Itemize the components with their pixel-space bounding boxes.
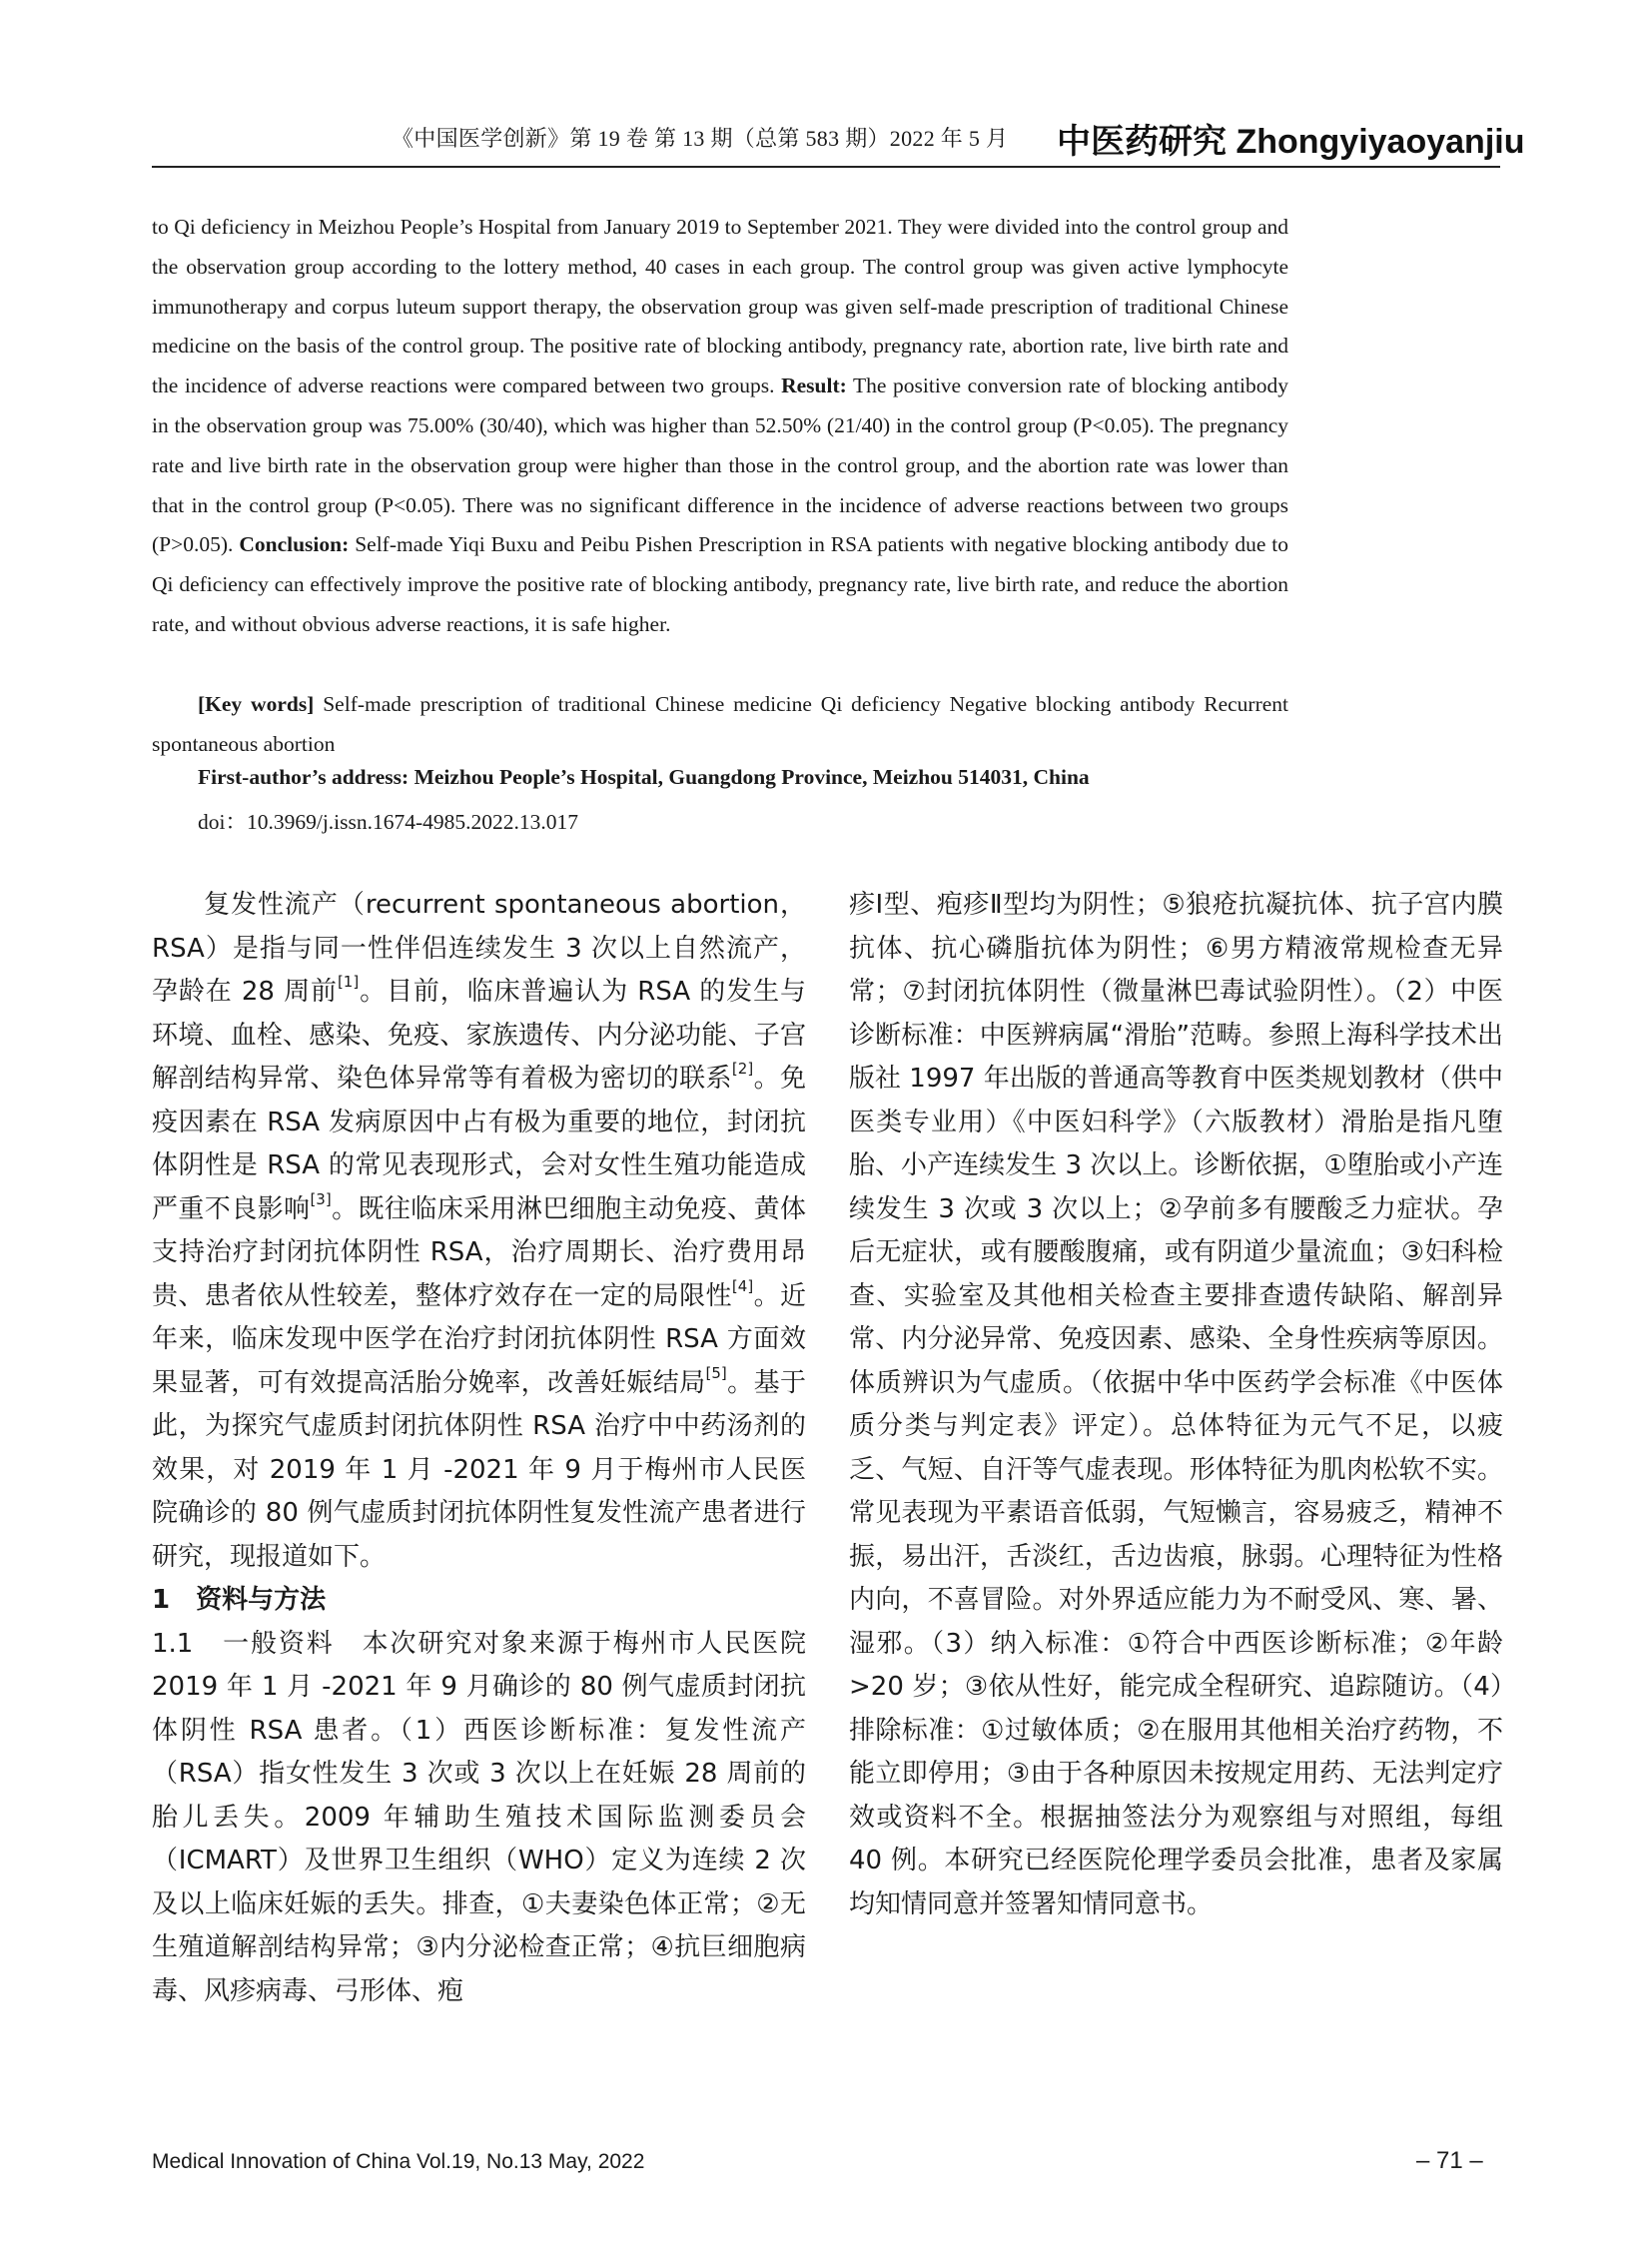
- abstract-conclusion-text: Self-made Yiqi Buxu and Peibu Pishen Prescription in RSA patients with negative blocking antibody due to Qi deficiency can effectively improve the positive rate of blocking antibody, pregnancy rate, live birth rate, and reduce the abortion rate, and without obvious adverse reactions, it is safe higher.: [152, 532, 1289, 636]
- criteria-paragraph: 疹Ⅰ型、疱疹Ⅱ型均为阴性；⑤狼疮抗凝抗体、抗子宫内膜抗体、抗心磷脂抗体为阴性；⑥男方精液常规检查无异常；⑦封闭抗体阴性（微量淋巴毒试验阴性）。（2）中医诊断标准：中医辨病属“滑胎”范畴。参照上海科学技术出版社 1997 年出版的普通高等教育中医类规划教材（供中医类专业用）《中医妇科学》（六版教材）滑胎是指凡堕胎、小产连续发生 3 次以上。诊断依据，①堕胎或小产连续发生 3 次或 3 次以上；②孕前多有腰酸乏力症状。孕后无症状，或有腰酸腹痛，或有阴道少量流血；③妇科检查、实验室及其他相关检查主要排查遗传缺陷、解剖异常、内分泌异常、免疫因素、感染、全身性疾病等原因。体质辨识为气虚质。（依据中华中医药学会标准《中医体质分类与判定表》评定）。总体特征为元气不足，以疲乏、气短、自汗等气虚表现。形体特征为肌肉松软不实。常见表现为平素语音低弱，气短懒言，容易疲乏，精神不振，易出汗，舌淡红，舌边齿痕，脉弱。心理特征为性格内向，不喜冒险。对外界适应能力为不耐受风、寒、暑、湿邪。（3）纳入标准：①符合中西医诊断标准；②年龄 >20 岁；③依从性好，能完成全程研究、追踪随访。（4）排除标准：①过敏体质；②在服用其他相关治疗药物，不能立即停用；③由于各种原因未按规定用药、无法判定疗效或资料不全。根据抽签法分为观察组与对照组，每组 40 例。本研究已经医院伦理学委员会批准，患者及家属均知情同意并签署知情同意书。: [849, 890, 1503, 1919]
- author-address: First-author’s address: Meizhou People’s Hospital, Guangdong Province, Meizhou 514031, China: [198, 765, 1090, 789]
- intro-text: 。既往临床采用淋巴细胞主动免疫、黄体支持治疗封闭抗体阴性 RSA，治疗周期长、治疗费用昂贵、患者依从性较差，整体疗效存在一定的局限性: [152, 1193, 806, 1311]
- doi: doi：10.3969/j.issn.1674-4985.2022.13.017: [198, 810, 579, 834]
- citation-ref: [5]: [705, 1363, 727, 1382]
- citation-ref: [1]: [337, 973, 360, 991]
- section-title: 中医药研究 Zhongyiyaoyanjiu: [1057, 123, 1525, 161]
- abstract-result-text: The positive conversion rate of blocking antibody in the observation group was 75.00% (30/40), which was higher than 52.50% (21/40) in the control group (P<0.05). The pregnancy rate and live birth rate in the observation group were higher than those in the control group, and the abortion rate was lower than that in the control group (P<0.05). There was no significant difference in the incidence of adverse reactions between two groups (P>0.05).: [152, 374, 1289, 557]
- intro-text: 复发性流产（recurrent spontaneous abortion，RSA）是指与同一性伴侣连续发生 3 次以上自然流产，孕龄在 28 周前: [152, 890, 806, 1007]
- methods-paragraph: 1.1 一般资料 本次研究对象来源于梅州市人民医院 2019 年 1 月 -2021 年 9 月确诊的 80 例气虚质封闭抗体阴性 RSA 患者。（1）西医诊断标准：复发性流产（RSA）指女性发生 3 次或 3 次以上在妊娠 28 周前的胎儿丢失。2009 年辅助生殖技术国际监测委员会（ICMART）及世界卫生组织（WHO）定义为连续 2 次及以上临床妊娠的丢失。排查，①夫妻染色体正常；②无生殖道解剖结构异常；③内分泌检查正常；④抗巨细胞病毒、风疹病毒、弓形体、疱: [152, 1628, 806, 2006]
- page-number: – 71 –: [1416, 2147, 1483, 2174]
- keywords: [152, 685, 1288, 765]
- header-rule: [152, 166, 1500, 168]
- intro-text: 。近年来，临床发现中医学在治疗封闭抗体阴性 RSA 方面效果显著，可有效提高活胎分娩率，改善妊娠结局: [152, 1280, 806, 1398]
- conclusion-label: Conclusion:: [239, 532, 350, 557]
- abstract-methods-text: to Qi deficiency in Meizhou People’s Hospital from January 2019 to September 2021. They were divided into the control group and the observation group according to the lottery method, 40 cases in each group. The control group was given active lymphocyte immunotherapy and corpus luteum support therapy, the observation group was given self-made prescription of traditional Chinese medicine on the basis of the control group. The positive rate of blocking antibody, pregnancy rate, abortion rate, live birth rate and the incidence of adverse reactions were compared between two groups.: [152, 215, 1288, 398]
- body-column-left: [152, 884, 806, 2013]
- intro-text: 。目前，临床普遍认为 RSA 的发生与环境、血栓、感染、免疫、家族遗传、内分泌功能、子宫解剖结构异常、染色体异常等有着极为密切的联系: [152, 977, 806, 1094]
- journal-citation-header: 《中国医学创新》第 19 卷 第 13 期（总第 583 期）2022 年 5 月: [392, 126, 1009, 151]
- intro-text: 。免疫因素在 RSA 发病原因中占有极为重要的地位，封闭抗体阴性是 RSA 的常见表现形式，会对女性生殖功能造成严重不良影响: [152, 1064, 806, 1224]
- citation-ref: [3]: [310, 1189, 332, 1208]
- keywords-label: [Key words]: [198, 692, 315, 716]
- body-column-right: [849, 884, 1503, 1926]
- keywords-text: Self-made prescription of traditional Chinese medicine Qi deficiency Negative blocking antibody Recurrent spontaneous abortion: [152, 692, 1289, 756]
- citation-ref: [2]: [731, 1060, 754, 1078]
- english-abstract: [152, 208, 1288, 645]
- intro-text: 。基于此，为探究气虚质封闭抗体阴性 RSA 治疗中中药汤剂的效果，对 2019 年 1 月 -2021 年 9 月于梅州市人民医院确诊的 80 例气虚质封闭抗体阴性复发性流产患者进行研究，现报道如下。: [152, 1367, 806, 1572]
- section-heading: 1 资料与方法: [152, 1585, 327, 1615]
- intro-paragraph: [152, 884, 806, 1579]
- citation-ref: [4]: [731, 1276, 754, 1295]
- footer-journal: Medical Innovation of China Vol.19, No.13 May, 2022: [152, 2150, 645, 2173]
- result-label: Result:: [781, 374, 847, 398]
